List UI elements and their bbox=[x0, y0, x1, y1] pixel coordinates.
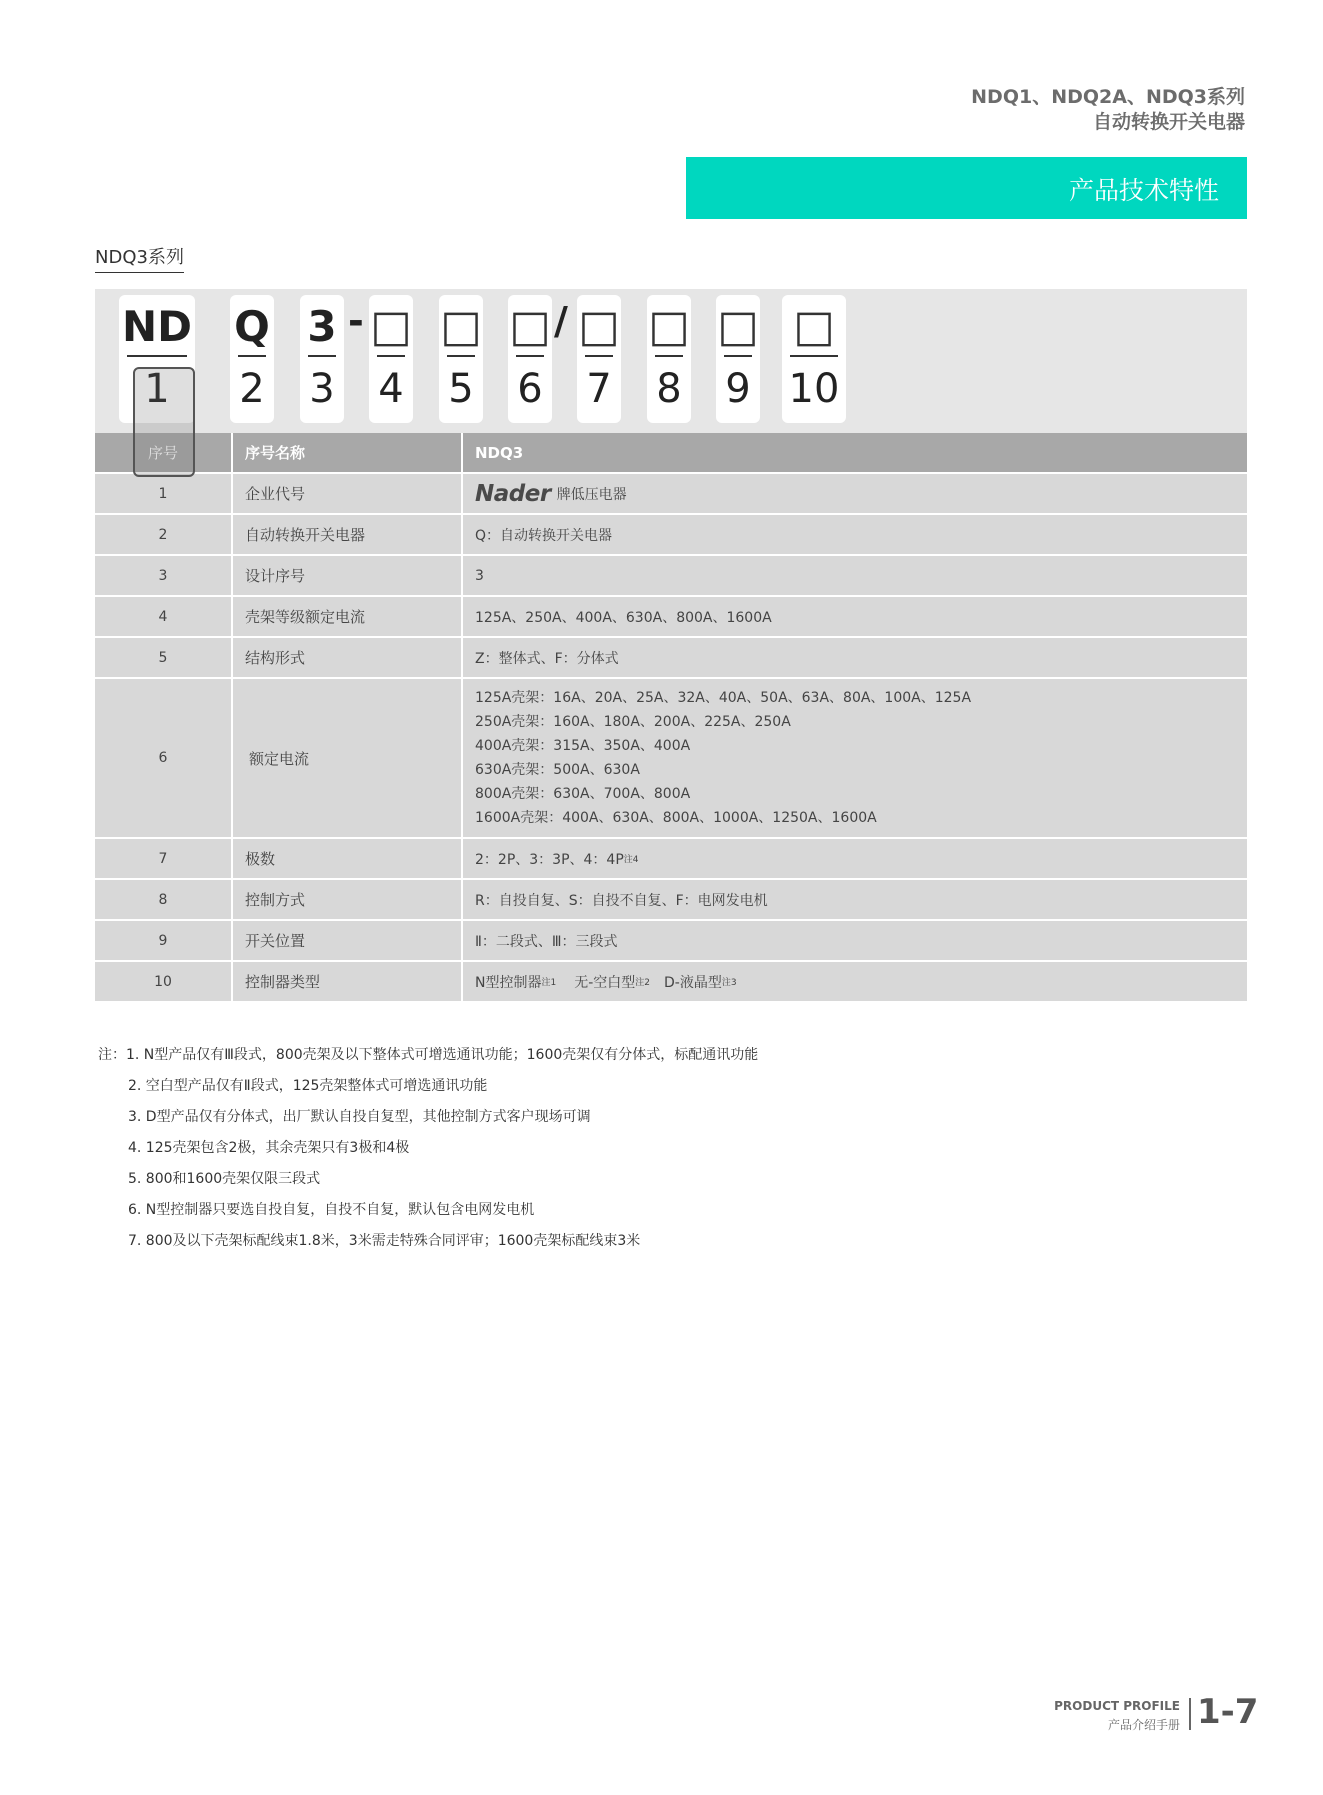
row-name: 自动转换开关电器 bbox=[233, 515, 463, 554]
note-ref: 注1 bbox=[541, 978, 557, 988]
segment-underline bbox=[790, 355, 838, 357]
row-no: 5 bbox=[95, 638, 233, 677]
row-no: 9 bbox=[95, 921, 233, 960]
table-row bbox=[95, 880, 1247, 921]
note-ref: 注3 bbox=[721, 978, 737, 988]
segment-underline bbox=[447, 355, 475, 357]
note-item: 4. 125壳架包含2极，其余壳架只有3极和4极 bbox=[128, 1140, 410, 1156]
row-name: 额定电流 bbox=[233, 679, 463, 837]
model-segment-2 bbox=[230, 295, 274, 423]
header-model: NDQ3 bbox=[475, 443, 524, 462]
controller-type: 无-空白型 bbox=[574, 974, 636, 991]
title-banner bbox=[686, 157, 1247, 219]
note-item: 2. 空白型产品仅有Ⅱ段式，125壳架整体式可增选通讯功能 bbox=[128, 1078, 488, 1094]
rated-current-line: 1600A壳架：400A、630A、800A、1000A、1250A、1600A bbox=[475, 810, 877, 826]
table-row bbox=[95, 597, 1247, 638]
rated-current-line: 400A壳架：315A、350A、400A bbox=[475, 738, 691, 754]
segment-code: Q bbox=[234, 302, 270, 351]
row-name: 设计序号 bbox=[233, 556, 463, 595]
note-item: 5. 800和1600壳架仅限三段式 bbox=[128, 1171, 321, 1187]
row-value bbox=[463, 679, 1247, 837]
row-no: 7 bbox=[95, 839, 233, 878]
table-row bbox=[95, 556, 1247, 597]
table-row bbox=[95, 962, 1247, 1003]
row-value bbox=[463, 962, 1247, 1001]
rated-current-line: 630A壳架：500A、630A bbox=[475, 762, 640, 778]
model-code-area bbox=[95, 289, 1247, 433]
segment-number: 5 bbox=[448, 366, 474, 412]
note-item: 7. 800及以下壳架标配线束1.8米，3米需走特殊合同评审；1600壳架标配线束3米 bbox=[128, 1233, 641, 1249]
model-segment-10 bbox=[782, 295, 846, 423]
row-no: 10 bbox=[95, 962, 233, 1001]
section-label: NDQ3系列 bbox=[95, 243, 184, 273]
page-number: 1-7 bbox=[1197, 1692, 1259, 1732]
segment-number: 2 bbox=[239, 366, 265, 412]
nader-logo: Nader bbox=[475, 480, 551, 507]
highlight-box bbox=[133, 367, 195, 477]
row-value: Ⅱ：二段式、Ⅲ：三段式 bbox=[475, 933, 618, 950]
footer-label-en: PRODUCT PROFILE bbox=[1054, 1699, 1180, 1713]
segment-code: □ bbox=[648, 301, 690, 352]
model-segment-9 bbox=[716, 295, 760, 423]
row-no: 6 bbox=[95, 679, 233, 837]
segment-underline bbox=[127, 355, 187, 357]
model-segment-3 bbox=[300, 295, 344, 423]
table-row bbox=[95, 839, 1247, 880]
segment-code: □ bbox=[370, 301, 412, 352]
row-value bbox=[463, 474, 1247, 513]
row-value: R：自投自复、S：自投不自复、F：电网发电机 bbox=[475, 892, 768, 909]
row-name: 极数 bbox=[233, 839, 463, 878]
segment-number: 8 bbox=[656, 366, 682, 412]
table-row bbox=[95, 515, 1247, 556]
table-header-row bbox=[95, 433, 1247, 474]
row-value: Q：自动转换开关电器 bbox=[475, 527, 613, 544]
table-row bbox=[95, 921, 1247, 962]
dash-separator: - bbox=[348, 299, 364, 343]
segment-underline bbox=[308, 355, 336, 357]
row-name: 开关位置 bbox=[233, 921, 463, 960]
poles-text: 2：2P、3：3P、4：4P bbox=[475, 851, 624, 868]
note-ref: 注4 bbox=[623, 855, 639, 865]
segment-code: □ bbox=[793, 301, 835, 352]
row-value: Z：整体式、F：分体式 bbox=[475, 650, 619, 667]
row-name: 控制器类型 bbox=[233, 962, 463, 1001]
slash-separator: / bbox=[554, 299, 568, 343]
segment-number: 9 bbox=[725, 366, 751, 412]
banner-title: 产品技术特性 bbox=[1068, 176, 1219, 205]
header-name: 序号名称 bbox=[233, 433, 463, 472]
row-no: 4 bbox=[95, 597, 233, 636]
table-row bbox=[95, 638, 1247, 679]
segment-underline bbox=[516, 355, 544, 357]
table-row bbox=[95, 679, 1247, 839]
row-no: 2 bbox=[95, 515, 233, 554]
row-name: 结构形式 bbox=[233, 638, 463, 677]
spec-table bbox=[95, 433, 1247, 1003]
row-name: 控制方式 bbox=[233, 880, 463, 919]
note-ref: 注2 bbox=[635, 978, 651, 988]
row-name: 壳架等级额定电流 bbox=[233, 597, 463, 636]
segment-number: 6 bbox=[517, 366, 543, 412]
model-segment-7 bbox=[577, 295, 621, 423]
header-no: 序号 bbox=[95, 433, 233, 472]
row-no: 8 bbox=[95, 880, 233, 919]
header-series: NDQ1、NDQ2A、NDQ3系列 bbox=[971, 86, 1245, 108]
controller-type: N型控制器 bbox=[475, 974, 542, 991]
footer-divider bbox=[1189, 1698, 1191, 1730]
segment-code: □ bbox=[440, 301, 482, 352]
note-item: 注：1. N型产品仅有Ⅲ段式，800壳架及以下整体式可增选通讯功能；1600壳架仅有分体式，标配通讯功能 bbox=[98, 1047, 759, 1063]
segment-number: 3 bbox=[309, 366, 335, 412]
segment-code: 3 bbox=[307, 302, 337, 351]
model-segment-8 bbox=[647, 295, 691, 423]
model-segment-5 bbox=[439, 295, 483, 423]
row-no: 3 bbox=[95, 556, 233, 595]
model-segment-4 bbox=[369, 295, 413, 423]
segment-underline bbox=[655, 355, 683, 357]
segment-number: 4 bbox=[378, 366, 404, 412]
rated-current-line: 125A壳架：16A、20A、25A、32A、40A、50A、63A、80A、100A、125A bbox=[475, 690, 972, 706]
segment-underline bbox=[238, 355, 266, 357]
segment-number: 10 bbox=[788, 366, 840, 412]
segment-underline bbox=[377, 355, 405, 357]
segment-code: □ bbox=[578, 301, 620, 352]
row-value: 125A、250A、400A、630A、800A、1600A bbox=[475, 609, 772, 626]
brand-text: 牌低压电器 bbox=[556, 486, 627, 503]
row-no: 1 bbox=[95, 474, 233, 513]
controller-type: D-液晶型 bbox=[664, 974, 722, 991]
segment-code: ND bbox=[121, 302, 192, 351]
row-value bbox=[463, 839, 1247, 878]
rated-current-line: 800A壳架：630A、700A、800A bbox=[475, 786, 691, 802]
row-value: 3 bbox=[475, 567, 484, 584]
segment-code: □ bbox=[717, 301, 759, 352]
segment-underline bbox=[585, 355, 613, 357]
segment-number: 7 bbox=[586, 366, 612, 412]
row-name: 企业代号 bbox=[233, 474, 463, 513]
rated-current-line: 250A壳架：160A、180A、200A、225A、250A bbox=[475, 714, 791, 730]
note-item: 3. D型产品仅有分体式，出厂默认自投自复型，其他控制方式客户现场可调 bbox=[128, 1109, 591, 1125]
table-row bbox=[95, 474, 1247, 515]
model-segment-6 bbox=[508, 295, 552, 423]
segment-code: □ bbox=[509, 301, 551, 352]
segment-underline bbox=[724, 355, 752, 357]
note-item: 6. N型控制器只要选自投自复，自投不自复，默认包含电网发电机 bbox=[128, 1202, 535, 1218]
footer-label-cn: 产品介绍手册 bbox=[1107, 1718, 1180, 1732]
segment-number: 1 bbox=[144, 366, 170, 412]
header-subtitle: 自动转换开关电器 bbox=[1092, 111, 1245, 133]
